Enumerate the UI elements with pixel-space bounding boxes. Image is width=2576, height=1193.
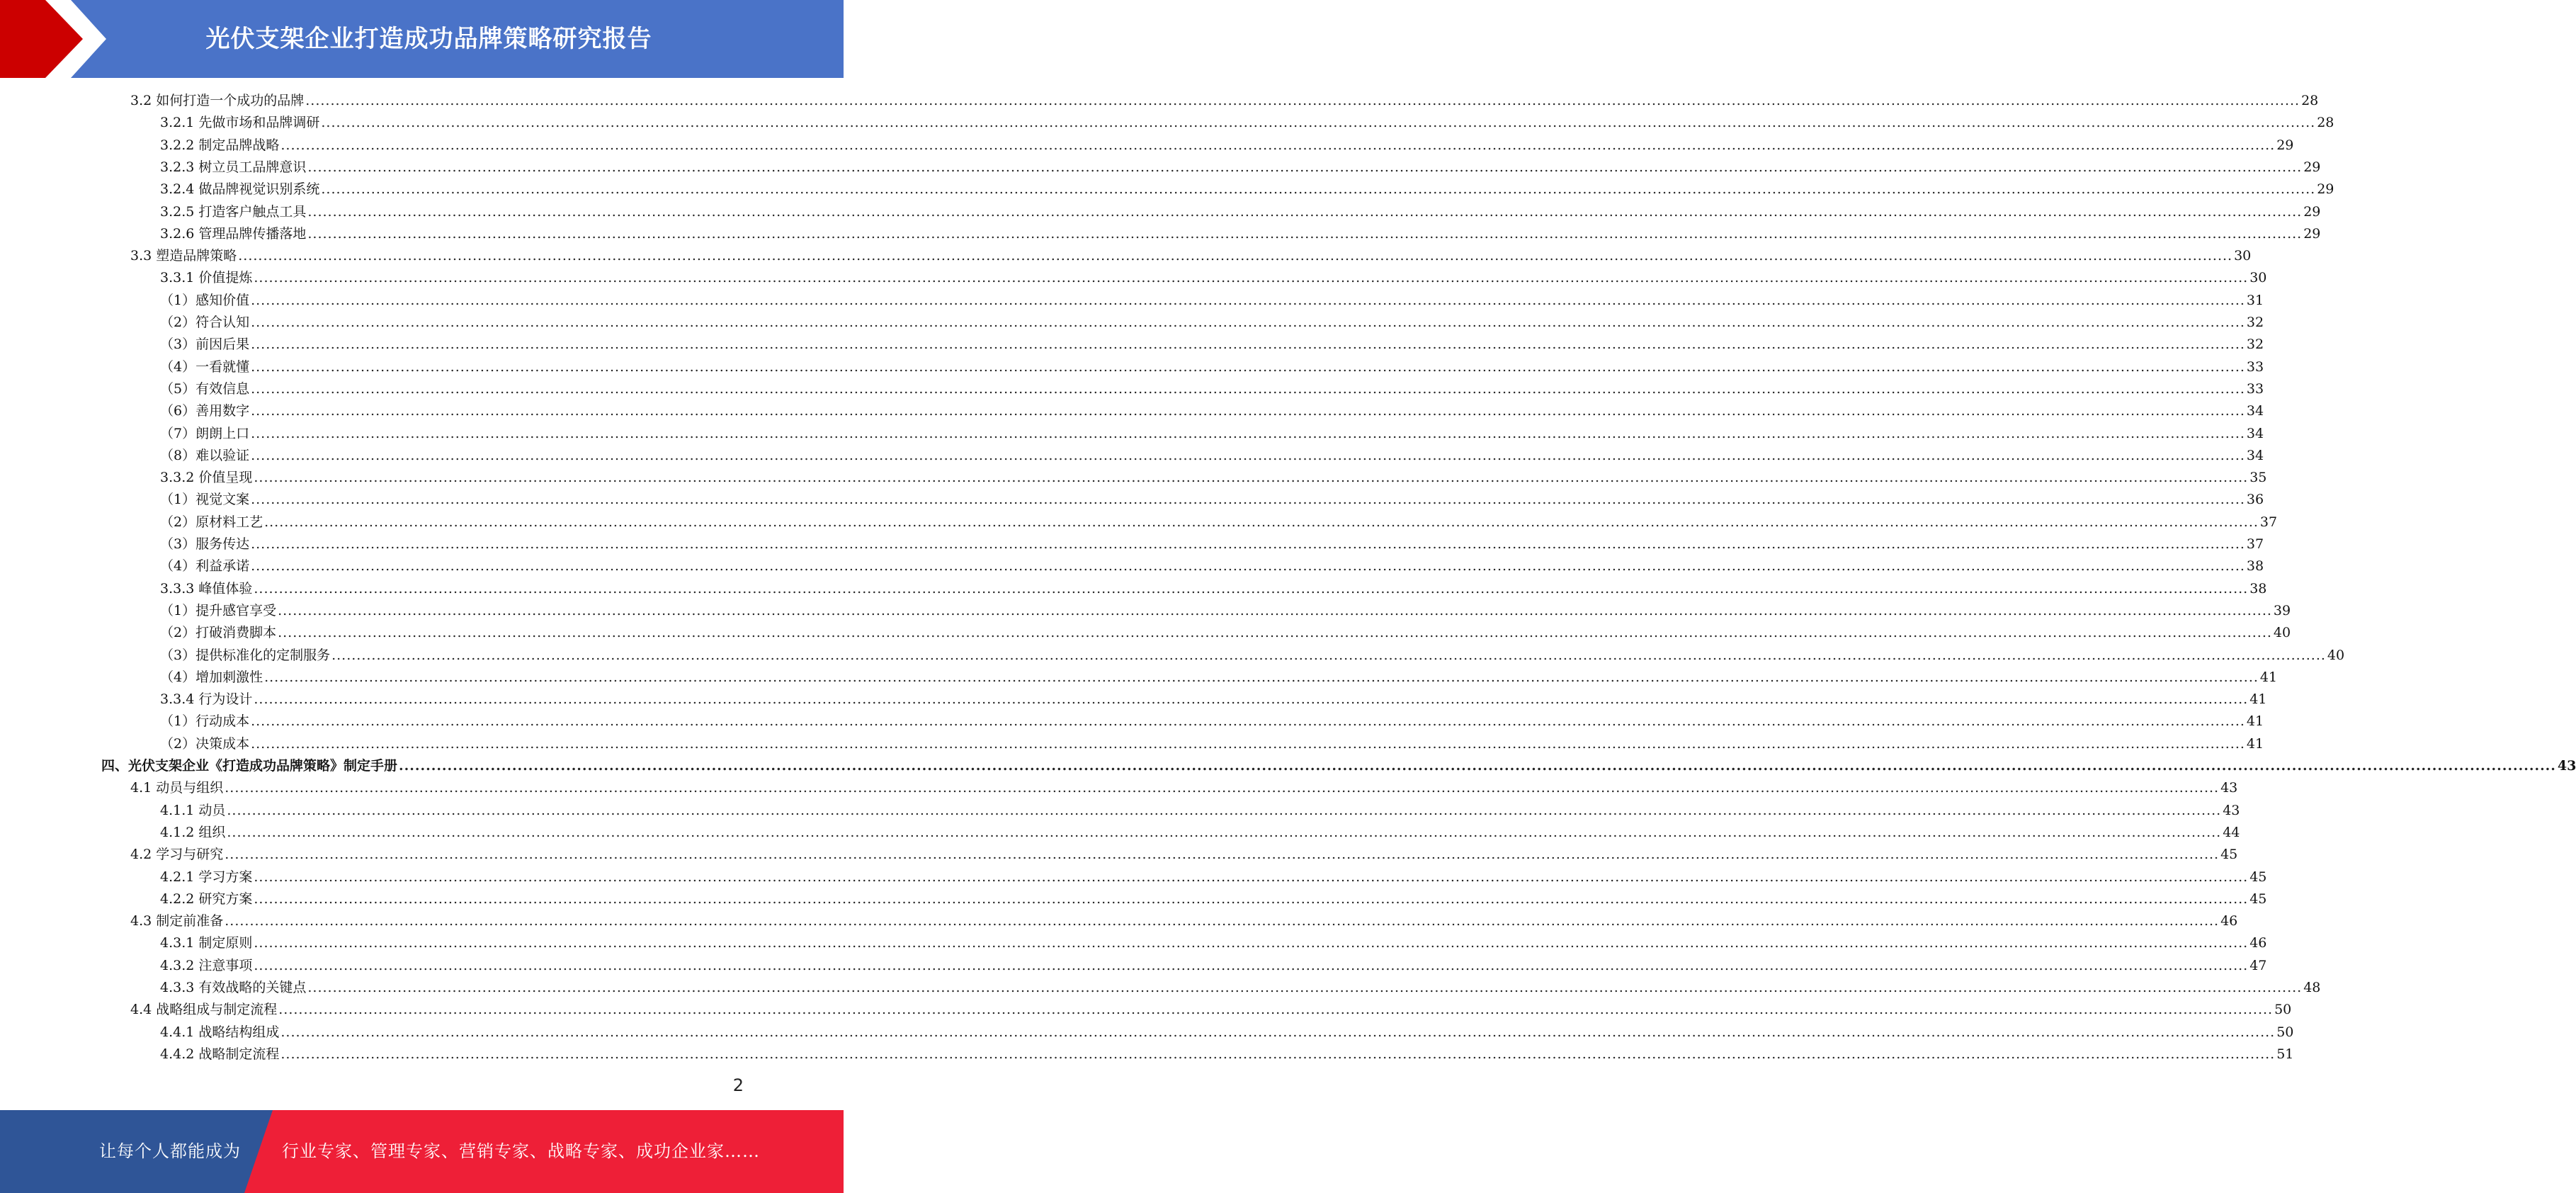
toc-entry[interactable]: [160, 955, 2267, 977]
toc-entry[interactable]: [160, 489, 2264, 511]
toc-entry-page: 29: [2317, 181, 2334, 198]
toc-entry-label: 四、光伏支架企业《打造成功品牌策略》制定手册: [101, 758, 398, 774]
toc-entry[interactable]: [160, 201, 2321, 223]
toc-entry[interactable]: [160, 711, 2264, 733]
toc-entry-page: 32: [2246, 337, 2264, 353]
toc-entry[interactable]: [160, 445, 2264, 467]
toc-entry-page: 34: [2246, 447, 2264, 463]
toc-entry-label: （5）有效信息: [160, 380, 250, 397]
toc-entry-label: 3.3.4 行为设计: [160, 691, 253, 708]
toc-entry[interactable]: [130, 777, 2238, 799]
toc-entry[interactable]: [160, 733, 2264, 755]
toc-entry-page: 41: [2249, 691, 2267, 708]
toc-dot-leader: ................................................................................................................................................................................................................................................................................................................................................................................................................: [254, 869, 2249, 885]
footer-slogan-lead: 让每个人都能成为: [99, 1141, 241, 1161]
toc-entry-page: 45: [2220, 847, 2238, 863]
toc-entry[interactable]: [160, 1022, 2294, 1044]
toc-dot-leader: ................................................................................................................................................................................................................................................................................................................................................................................................................: [254, 270, 2249, 286]
toc-dot-leader: ................................................................................................................................................................................................................................................................................................................................................................................................................: [251, 403, 2245, 419]
toc-entry-page: 33: [2246, 358, 2264, 375]
toc-entry[interactable]: [101, 755, 2576, 777]
toc-entry-page: 38: [2249, 580, 2267, 596]
toc-entry[interactable]: [160, 290, 2264, 312]
toc-entry-page: 36: [2246, 492, 2264, 508]
toc-dot-leader: ................................................................................................................................................................................................................................................................................................................................................................................................................: [254, 470, 2249, 486]
toc-entry-label: （2）决策成本: [160, 735, 250, 752]
toc-dot-leader: ................................................................................................................................................................................................................................................................................................................................................................................................................: [278, 602, 2272, 618]
toc-entry-label: （6）善用数字: [160, 403, 250, 419]
toc-entry[interactable]: [160, 356, 2264, 378]
toc-dot-leader: ................................................................................................................................................................................................................................................................................................................................................................................................................: [254, 935, 2249, 951]
toc-entry[interactable]: [160, 578, 2267, 600]
toc-entry-page: 35: [2249, 470, 2267, 486]
toc-entry[interactable]: [160, 179, 2334, 200]
toc-entry[interactable]: [160, 267, 2267, 289]
toc-dot-leader: ................................................................................................................................................................................................................................................................................................................................................................................................................: [251, 337, 2245, 353]
toc-entry-page: 37: [2246, 536, 2264, 552]
toc-entry-label: （4）利益承诺: [160, 558, 250, 575]
toc-dot-leader: ................................................................................................................................................................................................................................................................................................................................................................................................................: [278, 625, 2272, 641]
toc-dot-leader: ................................................................................................................................................................................................................................................................................................................................................................................................................: [280, 1046, 2276, 1062]
toc-entry-page: 41: [2246, 713, 2264, 730]
toc-entry[interactable]: [160, 866, 2267, 888]
toc-entry-label: 4.3.3 有效战略的关键点: [160, 980, 307, 995]
toc-entry-label: （1）视觉文案: [160, 492, 250, 508]
toc-dot-leader: ................................................................................................................................................................................................................................................................................................................................................................................................................: [251, 380, 2245, 397]
report-title: 光伏支架企业打造成功品牌策略研究报告: [205, 25, 652, 53]
toc-dot-leader: ................................................................................................................................................................................................................................................................................................................................................................................................................: [225, 847, 2220, 863]
toc-dot-leader: ................................................................................................................................................................................................................................................................................................................................................................................................................: [254, 957, 2249, 973]
toc-entry-label: 3.2.2 制定品牌战略: [160, 137, 280, 153]
toc-entry[interactable]: [160, 334, 2264, 356]
toc-dot-leader: ................................................................................................................................................................................................................................................................................................................................................................................................................: [227, 824, 2222, 840]
toc-entry[interactable]: [160, 157, 2321, 179]
toc-dot-leader: ................................................................................................................................................................................................................................................................................................................................................................................................................: [399, 758, 2556, 774]
toc-dot-leader: ................................................................................................................................................................................................................................................................................................................................................................................................................: [264, 514, 2259, 530]
toc-entry[interactable]: [160, 400, 2264, 422]
toc-entry-page: 40: [2273, 625, 2291, 641]
toc-dot-leader: ................................................................................................................................................................................................................................................................................................................................................................................................................: [280, 1024, 2276, 1040]
toc-entry-page: 44: [2223, 824, 2240, 840]
toc-entry-label: 4.2.2 研究方案: [160, 890, 253, 907]
toc-entry[interactable]: [160, 511, 2278, 533]
toc-entry-page: 40: [2327, 647, 2345, 663]
toc-entry-label: 3.2.4 做品牌视觉识别系统: [160, 181, 320, 198]
toc-entry[interactable]: [160, 645, 2345, 667]
toc-dot-leader: ................................................................................................................................................................................................................................................................................................................................................................................................................: [254, 890, 2249, 907]
toc-entry[interactable]: [130, 999, 2292, 1021]
toc-entry[interactable]: [130, 245, 2252, 267]
toc-entry[interactable]: [160, 600, 2291, 622]
toc-entry-label: 4.2.1 学习方案: [160, 869, 253, 885]
toc-entry-label: 4.4 战略组成与制定流程: [130, 1002, 278, 1018]
toc-entry[interactable]: [160, 689, 2267, 711]
toc-entry-label: （8）难以验证: [160, 447, 250, 463]
toc-entry-page: 43: [2223, 802, 2240, 818]
toc-entry-label: 4.3 制定前准备: [130, 913, 224, 929]
toc-entry-page: 29: [2303, 225, 2321, 242]
toc-entry-label: （3）提供标准化的定制服务: [160, 647, 331, 663]
toc-entry[interactable]: [130, 910, 2238, 932]
toc-entry-label: 3.2.5 打造客户触点工具: [160, 203, 307, 220]
toc-entry-page: 28: [2317, 115, 2334, 131]
toc-entry[interactable]: [160, 423, 2264, 445]
toc-entry-page: 32: [2246, 315, 2264, 330]
toc-entry-page: 29: [2276, 137, 2294, 153]
toc-entry-label: 3.2.1 先做市场和品牌调研: [160, 115, 320, 131]
toc-entry[interactable]: [160, 932, 2267, 954]
toc-entry[interactable]: [160, 1044, 2294, 1065]
toc-entry-label: （7）朗朗上口: [160, 425, 250, 441]
toc-dot-leader: ................................................................................................................................................................................................................................................................................................................................................................................................................: [251, 492, 2245, 508]
toc-dot-leader: ................................................................................................................................................................................................................................................................................................................................................................................................................: [254, 580, 2249, 596]
toc-dot-leader: ................................................................................................................................................................................................................................................................................................................................................................................................................: [280, 137, 2276, 153]
toc-entry[interactable]: [160, 800, 2240, 822]
toc-entry-label: 4.4.1 战略结构组成: [160, 1024, 280, 1040]
toc-entry-page: 30: [2234, 248, 2252, 264]
toc-dot-leader: ................................................................................................................................................................................................................................................................................................................................................................................................................: [251, 735, 2245, 752]
toc-entry-label: 3.3.1 价值提炼: [160, 270, 253, 286]
toc-entry-label: （1）行动成本: [160, 713, 250, 730]
toc-dot-leader: ................................................................................................................................................................................................................................................................................................................................................................................................................: [307, 225, 2303, 242]
toc-entry[interactable]: [130, 844, 2238, 866]
footer-slogan-roles: 行业专家、管理专家、营销专家、战略专家、成功企业家……: [282, 1141, 760, 1161]
toc-entry[interactable]: [160, 378, 2264, 400]
toc-entry-page: 48: [2303, 980, 2321, 995]
page-number: 2: [732, 1075, 744, 1095]
toc-dot-leader: ................................................................................................................................................................................................................................................................................................................................................................................................................: [251, 536, 2245, 552]
toc-entry-label: 3.3 塑造品牌策略: [130, 248, 237, 264]
toc-entry[interactable]: [160, 467, 2267, 489]
toc-entry-page: 33: [2246, 380, 2264, 397]
toc-entry-page: 34: [2246, 425, 2264, 441]
toc-entry[interactable]: [160, 533, 2264, 555]
toc-entry-label: （2）打破消费脚本: [160, 625, 277, 641]
toc-entry-page: 29: [2303, 159, 2321, 175]
toc-entry[interactable]: [130, 90, 2319, 112]
toc-entry-page: 46: [2220, 913, 2238, 929]
toc-entry-page: 45: [2249, 890, 2267, 907]
toc-entry-label: （2）符合认知: [160, 315, 250, 330]
toc-entry-page: 43: [2220, 780, 2238, 796]
toc-dot-leader: ................................................................................................................................................................................................................................................................................................................................................................................................................: [251, 713, 2245, 730]
toc-entry[interactable]: [160, 135, 2294, 157]
toc-entry[interactable]: [160, 977, 2321, 999]
toc-entry[interactable]: [160, 667, 2278, 689]
toc-entry-label: 4.2 学习与研究: [130, 847, 224, 863]
page-header: [0, 0, 844, 78]
toc-entry-label: 4.3.2 注意事项: [160, 957, 253, 973]
toc-entry-label: （4）一看就懂: [160, 358, 250, 375]
toc-dot-leader: ................................................................................................................................................................................................................................................................................................................................................................................................................: [227, 802, 2222, 818]
toc-dot-leader: ................................................................................................................................................................................................................................................................................................................................................................................................................: [307, 159, 2303, 175]
toc-dot-leader: ................................................................................................................................................................................................................................................................................................................................................................................................................: [264, 669, 2259, 685]
toc-entry-page: 46: [2249, 935, 2267, 951]
toc-entry-page: 28: [2301, 93, 2319, 108]
toc-entry-page: 34: [2246, 403, 2264, 419]
toc-entry[interactable]: [160, 312, 2264, 334]
toc-entry-label: （2）原材料工艺: [160, 514, 263, 530]
toc-entry-label: 3.2.3 树立员工品牌意识: [160, 159, 307, 175]
toc-entry-label: （1）提升感官享受: [160, 602, 277, 618]
toc-dot-leader: ................................................................................................................................................................................................................................................................................................................................................................................................................: [225, 780, 2220, 796]
toc-entry-page: 43: [2557, 758, 2576, 774]
page-footer: [0, 1110, 844, 1193]
toc-entry-page: 41: [2246, 735, 2264, 752]
toc-entry-page: 37: [2259, 514, 2278, 530]
toc-dot-leader: ................................................................................................................................................................................................................................................................................................................................................................................................................: [331, 647, 2326, 663]
toc-dot-leader: ................................................................................................................................................................................................................................................................................................................................................................................................................: [305, 93, 2300, 108]
toc-dot-leader: ................................................................................................................................................................................................................................................................................................................................................................................................................: [251, 315, 2245, 330]
toc-entry-label: （1）感知价值: [160, 292, 250, 308]
toc-entry-page: 51: [2276, 1046, 2294, 1062]
toc-dot-leader: ................................................................................................................................................................................................................................................................................................................................................................................................................: [251, 358, 2245, 375]
toc-dot-leader: ................................................................................................................................................................................................................................................................................................................................................................................................................: [251, 292, 2245, 308]
toc-dot-leader: ................................................................................................................................................................................................................................................................................................................................................................................................................: [251, 558, 2245, 575]
toc-dot-leader: ................................................................................................................................................................................................................................................................................................................................................................................................................: [321, 181, 2316, 198]
toc-entry-label: 3.3.3 峰值体验: [160, 580, 253, 596]
toc-entry[interactable]: [160, 622, 2291, 644]
toc-dot-leader: ................................................................................................................................................................................................................................................................................................................................................................................................................: [278, 1002, 2274, 1018]
toc-entry-page: 47: [2249, 957, 2267, 973]
toc-dot-leader: ................................................................................................................................................................................................................................................................................................................................................................................................................: [251, 425, 2245, 441]
toc-dot-leader: ................................................................................................................................................................................................................................................................................................................................................................................................................: [254, 691, 2249, 708]
toc-dot-leader: ................................................................................................................................................................................................................................................................................................................................................................................................................: [321, 115, 2316, 131]
toc-entry[interactable]: [160, 822, 2240, 844]
toc-entry-label: 4.1.1 动员: [160, 802, 226, 818]
toc-entry[interactable]: [160, 223, 2321, 245]
toc-entry-label: （4）增加刺激性: [160, 669, 263, 685]
toc-entry-label: 4.1.2 组织: [160, 824, 226, 840]
toc-entry[interactable]: [160, 888, 2267, 910]
toc-entry-page: 30: [2249, 270, 2267, 286]
toc-entry-label: （3）服务传达: [160, 536, 250, 552]
toc-dot-leader: ................................................................................................................................................................................................................................................................................................................................................................................................................: [251, 447, 2245, 463]
toc-entry-label: 3.2.6 管理品牌传播落地: [160, 225, 307, 242]
toc-entry-page: 50: [2274, 1002, 2292, 1018]
toc-entry-page: 41: [2259, 669, 2278, 685]
toc-entry-page: 31: [2246, 292, 2264, 308]
toc-entry-page: 29: [2303, 203, 2321, 220]
toc-dot-leader: ................................................................................................................................................................................................................................................................................................................................................................................................................: [307, 980, 2303, 995]
toc-entry-label: 4.4.2 战略制定流程: [160, 1046, 280, 1062]
toc-dot-leader: ................................................................................................................................................................................................................................................................................................................................................................................................................: [307, 203, 2303, 220]
toc-entry-page: 50: [2276, 1024, 2294, 1040]
toc-entry-label: 4.1 动员与组织: [130, 780, 224, 796]
toc-entry-label: 4.3.1 制定原则: [160, 935, 253, 951]
toc-dot-leader: ................................................................................................................................................................................................................................................................................................................................................................................................................: [225, 913, 2220, 929]
toc-entry-page: 39: [2273, 602, 2291, 618]
toc-entry[interactable]: [160, 112, 2334, 134]
toc-entry-label: 3.2 如何打造一个成功的品牌: [130, 93, 305, 108]
toc-entry[interactable]: [160, 555, 2264, 577]
toc-entry-label: （3）前因后果: [160, 337, 250, 353]
toc-entry-page: 45: [2249, 869, 2267, 885]
toc-entry-label: 3.3.2 价值呈现: [160, 470, 253, 486]
toc-dot-leader: ................................................................................................................................................................................................................................................................................................................................................................................................................: [238, 248, 2233, 264]
toc-entry-page: 38: [2246, 558, 2264, 575]
